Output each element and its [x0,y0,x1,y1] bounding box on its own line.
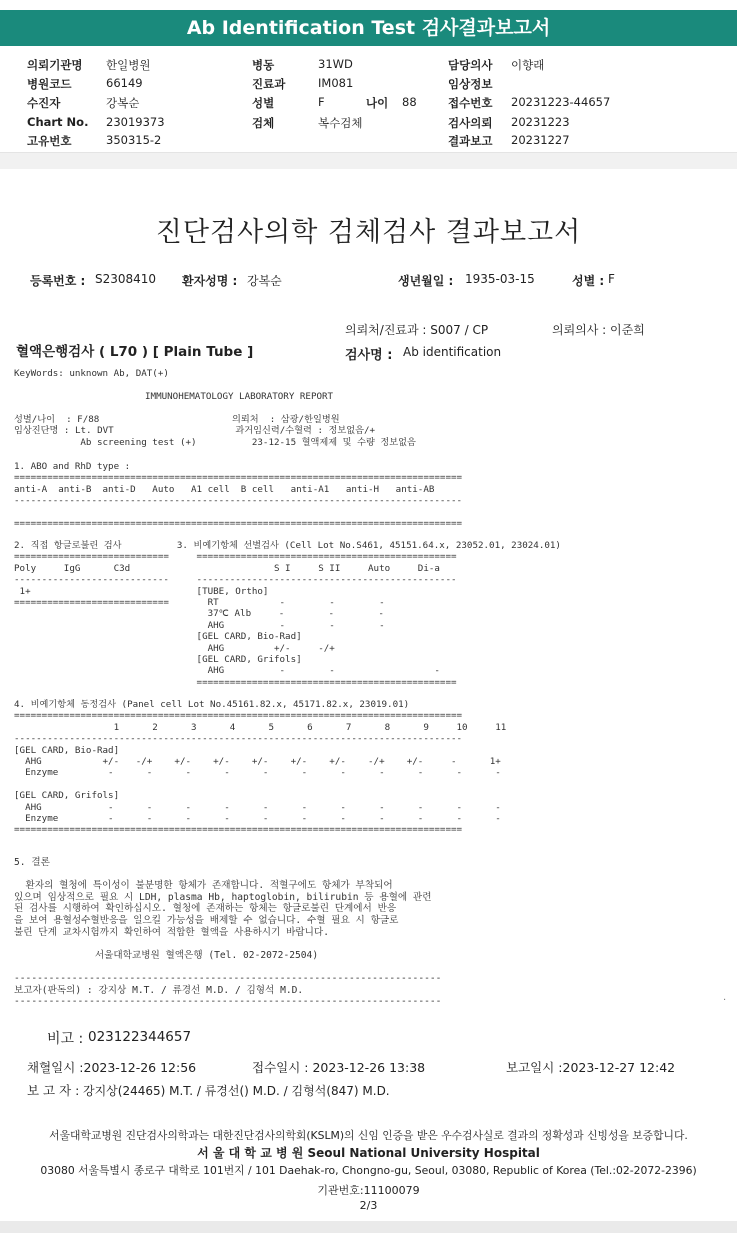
examinee-value: 강복순 [106,96,140,110]
lab-report-title: IMMUNOHEMATOLOGY LABORATORY REPORT [145,391,334,402]
header-separator [0,152,737,169]
test-name-value: Ab identification [403,345,502,359]
test-name-label: 검사명 : [345,348,393,363]
receipt-no-value: 20231223-44657 [511,95,611,109]
clinical-info-label: 임상정보 [448,77,493,91]
keywords: KeyWords: unknown Ab, DAT(+) [14,368,169,379]
unique-no-label: 고유번호 [27,134,72,148]
abo-rhd-section: 1. ABO and RhD type : ================================================================================= anti-A anti-B anti-D Auto A1 cell B cell anti-A1 anti-H anti-AB --------------------------------------------------------------------------------- ================================================================================= [14,461,463,530]
section-title: 혈액은행검사 ( L70 ) [ Plain Tube ] [16,344,254,360]
hospital-name-label: 의뢰기관명 [27,58,83,72]
birth-date-value: 1935-03-15 [465,272,535,286]
request-date-value: 20231223 [511,115,570,129]
dat-screening-section: 2. 직접 항글로불린 검사 3. 비예기항체 선별검사 (Cell Lot No.S461, 45151.64.x, 23052.01, 23024.01) ============================ =============================================== Poly IgG C3d S I S II Auto Di-a ---------------------------- ----------------------------------------------- 1+ [TUBE, Ortho] ============================ RT - - - 37℃ Alb - - - AHG - - - [GEL CARD, Bio-Rad] AHG +/- -/+ [GEL CARD, Grifols] AHG - - - =============================================== [14,540,561,688]
footer-bar [0,1221,737,1233]
document-title: 진단검사의학 검체검사 결과보고서 [155,217,582,248]
doc-sex-value: F [608,272,615,286]
hospital-address: 03080 서울특별시 종로구 대학로 101번지 / 101 Daehak-ro, Chongno-gu, Seoul, 03080, Republic of Korea (Tel.:02-2072-2396) [40,1164,697,1177]
specimen-label: 검체 [252,116,275,130]
unique-no-value: 350315-2 [106,133,162,147]
registration-label: 등록번호 : [30,274,86,288]
reporter-label: 보 고 자 : [27,1083,80,1098]
patient-name-value: 강복순 [247,274,282,288]
patient-info-block: 성별/나이 : F/88 의뢰처 : 삼광/한일병원 임상진단명 : Lt. DVT 과거임신력/수혈력 : 정보없음/+ Ab screening test (+) 23-12-15 혈액제제 및 수량 정보없음 [14,414,416,448]
page-number: 2/3 [359,1199,378,1212]
hospital-name: 서 울 대 학 교 병 원 Seoul National University Hospital [197,1146,540,1160]
remark-value: 023122344657 [88,1029,192,1045]
hospital-name-value: 한일병원 [106,58,151,72]
reporter-value: 강지상(24465) M.T. / 류경선() M.D. / 김형석(847) M.D. [83,1084,390,1098]
requesting-dept: 의뢰처/진료과 : S007 / CP [345,323,489,337]
chart-no-label: Chart No. [27,115,89,129]
hospital-code-value: 66149 [106,76,143,90]
certification-text: 서울대학교병원 진단검사의학과는 대한진단검사의학회(KSLM)의 신임 인증을 받은 우수검사실로 결과의 정확성과 신빙성을 보증합니다. [49,1129,688,1142]
examinee-label: 수진자 [27,96,61,110]
remark-label: 비고 : [47,1031,84,1047]
department-value: IM081 [318,76,354,90]
report-banner: Ab Identification Test 검사결과보고서 [0,10,737,46]
hospital-code-label: 병원코드 [27,77,72,91]
attending-doctor-value: 이향래 [511,58,545,72]
birth-date-label: 생년월일 : [398,274,454,288]
conclusion-section: 5. 결론 환자의 혈청에 특이성이 불분명한 항체가 존재합니다. 적혈구에도 항체가 부착되어 있으며 임상적으로 필요 시 LDH, plasma Hb, haptoglobin, bilirubin 등 용혈에 관련 된 검사를 시행하여 확인하십시오. 혈청에 존재하는 항체는 항글로불린 단계에서 반응 을 보여 용혈성수혈반응을 일으킬 가능성을 배제할 수 없습니다. 수혈 필요 시 항글로 불린 단계 교차시험까지 확인하여 적합한 혈액을 사용하시기 바랍니다. 서울대학교병원 혈액은행 (Tel. 02-2072-2504) -------------------------------------------------------------------------- 보고자(판독의) : 강지상 M.T. / 류경선 M.D. / 김형석 M.D. -------------------------------------------------------------------------- [14,857,442,1008]
margin-mark: · [723,995,727,1006]
doc-sex-label: 성별 : [572,274,605,288]
registration-value: S2308410 [95,272,157,286]
ward-value: 31WD [318,57,353,71]
chart-no-value: 23019373 [106,115,165,129]
panel-identification-section: 4. 비예기항체 동정검사 (Panel cell Lot No.45161.82.x, 45171.82.x, 23019.01) ================================================================================= 1 2 3 4 5 6 7 8 9 10 11 --------------------------------------------------------------------------------- [GEL CARD, Bio-Rad] AHG +/- -/+ +/- +/- +/- +/- +/- -/+ +/- - 1+ Enzyme - - - - - - - - - - - [GEL CARD, Grifols] AHG - - - - - - - - - - - Enzyme - - - - - - - - - - - ================================================================================= [14,699,507,836]
ward-label: 병동 [252,58,275,72]
age-value: 88 [402,95,417,109]
specimen-value: 복수검체 [318,116,363,130]
result-report-value: 20231227 [511,133,570,147]
department-label: 진료과 [252,77,286,91]
patient-name-label: 환자성명 : [182,274,238,288]
attending-doctor-label: 담당의사 [448,58,493,72]
age-label: 나이 [366,96,389,110]
institution-number: 기관번호:11100079 [317,1184,420,1197]
receipt-no-label: 접수번호 [448,96,493,110]
sex-label: 성별 [252,96,275,110]
result-report-label: 결과보고 [448,134,493,148]
requesting-doctor: 의뢰의사 : 이준희 [552,323,645,337]
collection-time: 채혈일시 :2023-12-26 12:56 [27,1060,197,1075]
receipt-time: 접수일시 : 2023-12-26 13:38 [252,1060,426,1075]
report-time: 보고일시 :2023-12-27 12:42 [506,1060,676,1075]
sex-value: F [318,95,325,109]
request-date-label: 검사의뢰 [448,116,493,130]
